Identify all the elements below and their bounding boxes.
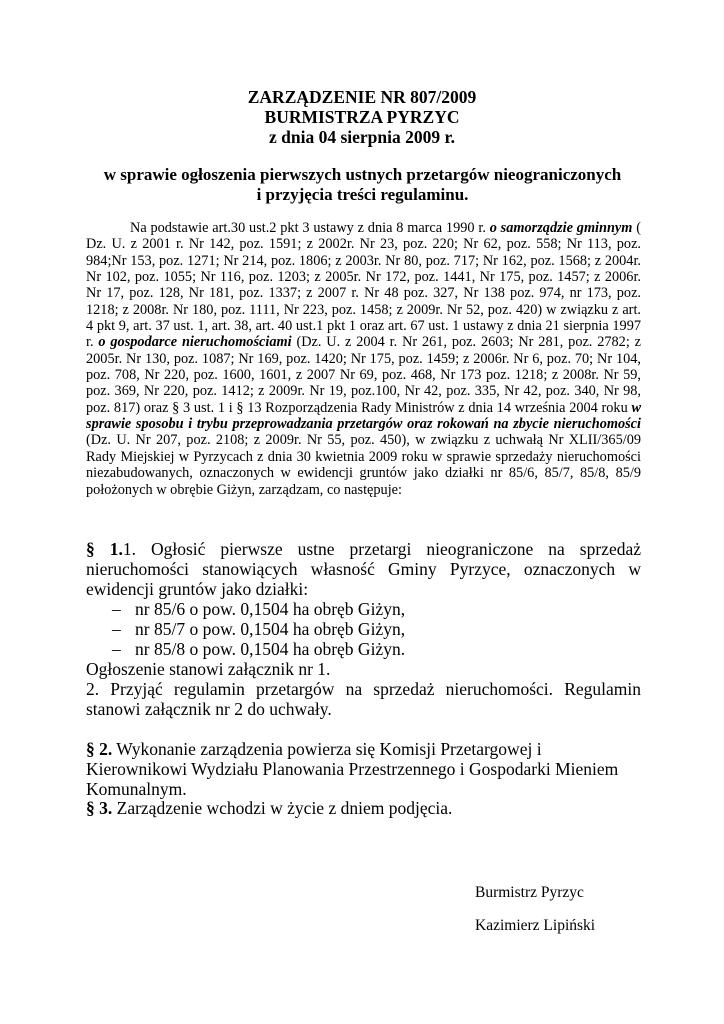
document-subject bbox=[60, 165, 665, 205]
section-1-intro: § 1.1. Ogłosić pierwsze ustne przetargi nieograniczone na sprzedaż nieruchomości stanowiących własność Gminy Pyrzyce, oznaczonych w ewidencji gruntów jako działki: bbox=[86, 539, 641, 599]
signature-block bbox=[475, 884, 675, 950]
section-3-marker: § 3. bbox=[86, 798, 113, 818]
section-1-marker: § 1. bbox=[86, 539, 123, 559]
parcel-list bbox=[86, 599, 641, 659]
section-2-marker: § 2. bbox=[86, 739, 113, 759]
annex-note: Ogłoszenie stanowi załącznik nr 1. bbox=[86, 659, 331, 679]
act-title-real-estate: o gospodarce nieruchomościami bbox=[98, 334, 292, 351]
header-issuer: BURMISTRZA PYRZYC bbox=[264, 107, 460, 127]
dash-bullet: – bbox=[112, 639, 121, 659]
signature-name: Kazimierz Lipiński bbox=[475, 917, 596, 934]
subject-line-2: i przyjęcia treści regulaminu. bbox=[256, 185, 469, 204]
subject-line-1: w sprawie ogłoszenia pierwszych ustnych przetargów nieograniczonych bbox=[103, 165, 622, 184]
section-1 bbox=[86, 539, 641, 719]
dash-bullet: – bbox=[112, 619, 121, 639]
signature-title: Burmistrz Pyrzyc bbox=[475, 884, 584, 901]
dash-bullet: – bbox=[112, 599, 121, 619]
section-1-point-2: 2. Przyjąć regulamin przetargów na sprzedaż nieruchomości. Regulamin stanowi załącznik nr 2 do uchwały. bbox=[86, 679, 641, 719]
section-2-text: Wykonanie zarządzenia powierza się Komisji Przetargowej i Kierownikowi Wydziału Planowania Przestrzennego i Gospodarki Mieniem Komunalnym. bbox=[86, 739, 619, 799]
legal-basis-paragraph bbox=[86, 220, 641, 498]
section-3 bbox=[86, 798, 646, 818]
preamble-text: Na podstawie art.30 ust.2 pkt 3 ustawy z dnia 8 marca 1990 r. bbox=[130, 220, 490, 236]
preamble-text: (Dz. U. Nr 207, poz. 2108; z 2009r. Nr 55, poz. 450), w związku z uchwałą Nr XLII/365/09 Rady Miejskiej w Pyrzycach z dnia 30 kwietnia 2009 roku w sprawie sprzedaży nieruchomości niezabudowanych, oznaczonych w ewidencji gruntów jako działki nr 85/6, 85/7, 85/8, 85/9 położonych w obrębie Giżyn, zarządzam, co następuje: bbox=[86, 432, 641, 498]
list-item: – nr 85/6 o pow. 0,1504 ha obręb Giżyn, bbox=[112, 599, 406, 619]
document-header bbox=[0, 87, 724, 147]
preamble-text: (Dz. U. z 2004 r. Nr 261, poz. 2603; Nr 281, poz. 2782; z 2005r. Nr 130, poz. 1087; Nr 169, poz. 1420; Nr 175, poz. 1459; z 2006r. Nr 6, poz. 70; Nr 104, poz. 708, Nr 220, poz. 1600, 1601, z 2007 Nr 69, poz. 468, Nr 173 poz. 1218; z 2008r. Nr 59, poz. 369, Nr 220, poz. 1412; z 2009r. Nr 19, poz.100, Nr 42, poz. 335, Nr 42, poz. 340, Nr 98, poz. 817) oraz § 3 ust. 1 i § 13 Rozporządzenia Rady Ministrów z dnia 14 września 2004 roku bbox=[86, 334, 641, 416]
preamble-text: ( Dz. U. z 2001 r. Nr 142, poz. 1591; z 2002r. Nr 23, poz. 220; Nr 62, poz. 558; Nr 113, poz. 984;Nr 153, poz. 1271; Nr 214, poz. 1806; z 2003r. Nr 80, poz. 717; Nr 162, poz. 1568; z 2004r. Nr 102, poz. 1055; Nr 116, poz. 1203; z 2005r. Nr 172, poz. 1441, Nr 175, poz. 1457; z 2006r. Nr 17, poz. 128, Nr 181, poz. 1337; z 2007 r. Nr 48 poz. 327, Nr 138 poz. 974, nr 173, poz. 1218; z 2008r. Nr 180, poz. 1111, Nr 223, poz. 1458; z 2009r. Nr 52, poz. 420) w związku z art. 4 pkt 9, art. 37 ust. 1, art. 38, art. 40 ust.1 pkt 1 oraz art. 67 ust. 1 ustawy z dnia 21 sierpnia 1997 r. bbox=[86, 220, 641, 351]
act-title-municipal: o samorządzie gminnym bbox=[489, 220, 633, 236]
list-item: – nr 85/7 o pow. 0,1504 ha obręb Giżyn, bbox=[112, 619, 406, 639]
section-3-text: Zarządzenie wchodzi w życie z dniem podjęcia. bbox=[112, 798, 453, 818]
regulation-title: w sprawie sposobu i trybu przeprowadzania przetargów oraz rokowań na zbycie nieruchomości bbox=[86, 399, 641, 433]
header-date: z dnia 04 sierpnia 2009 r. bbox=[268, 127, 456, 147]
section-2 bbox=[86, 739, 646, 799]
list-item: – nr 85/8 o pow. 0,1504 ha obręb Giżyn. bbox=[112, 639, 406, 659]
header-title: ZARZĄDZENIE NR 807/2009 bbox=[247, 87, 477, 107]
